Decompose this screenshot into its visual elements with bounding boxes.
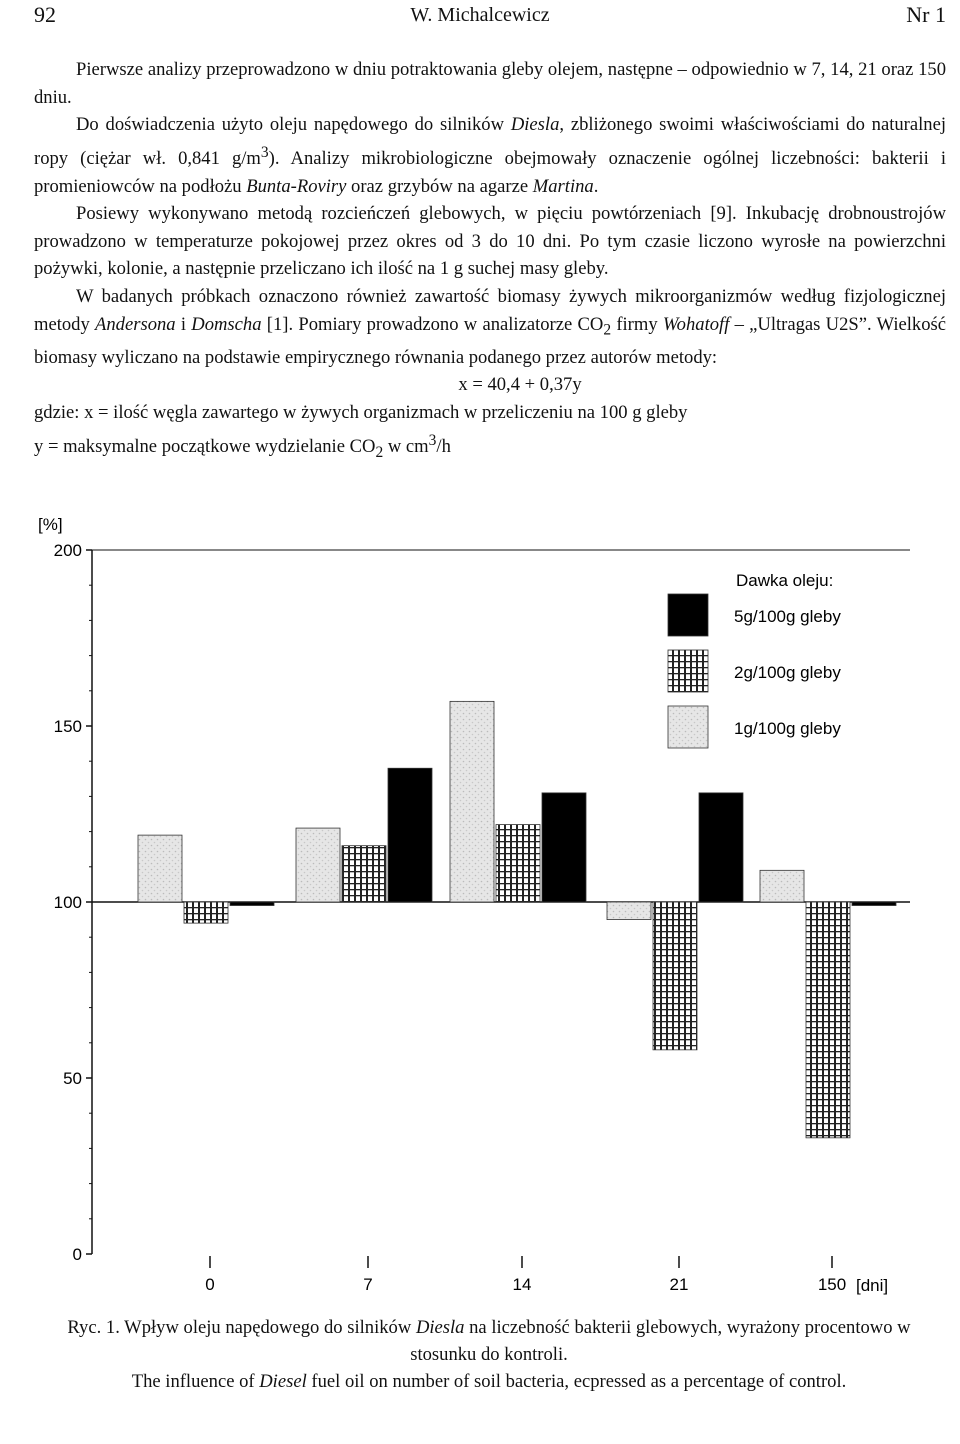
- p4-domscha: Domscha: [191, 313, 262, 335]
- p2-text-a: Do doświadczenia użyto oleju napędowego do silników: [76, 114, 511, 136]
- paragraph-4: [34, 283, 946, 372]
- y-def-a: y = maksymalne początkowe wydzielanie CO: [34, 435, 376, 457]
- page-number: 92: [34, 2, 56, 27]
- y-def-c: /h: [436, 435, 451, 457]
- p2-diesla: Diesla: [510, 114, 560, 136]
- caption-polish: [34, 1314, 944, 1368]
- y-tick-label: 100: [53, 893, 82, 912]
- p4-andersona: Andersona: [95, 313, 176, 335]
- legend-label: 1g/100g gleby: [734, 719, 841, 738]
- bar-5g: [388, 768, 432, 902]
- paragraph-1: Pierwsze analizy przeprowadzono w dniu potraktowania gleby olejem, następne – odpowiednio w 7, 14, 21 oraz 150 dniu.: [34, 59, 946, 108]
- bar-5g: [852, 902, 896, 906]
- caption-en-b: fuel oil on number of soil bacteria, ecpressed as a percentage of control.: [306, 1371, 847, 1392]
- legend-swatch: [668, 706, 708, 748]
- legend-label: 2g/100g gleby: [734, 663, 841, 682]
- bar-1g: [450, 701, 494, 902]
- running-author: W. Michalcewicz: [410, 4, 550, 26]
- p4-text-b: [1]. Pomiary prowadzono w analizatorze CO: [261, 313, 604, 335]
- y-tick-label: 50: [63, 1069, 82, 1088]
- p2-martina: Martina: [532, 175, 594, 197]
- formula-gdzie: gdzie: x = ilość węgla zawartego w żywych organizmach w przeliczeniu na 100 g gleby: [34, 402, 688, 424]
- p4-sub: 2: [603, 321, 612, 339]
- legend-label: 5g/100g gleby: [734, 607, 841, 626]
- y-def-b: w cm: [383, 435, 429, 457]
- x-tick-label: 7: [363, 1275, 373, 1294]
- p2-text-b: , zbliżonego swoimi właściwościami do naturalnej ropy (ciężar wł. 0,841 g/m: [34, 114, 947, 169]
- bar-2g: [653, 902, 697, 1050]
- caption-en-diesel: Diesel: [259, 1371, 307, 1392]
- bar-2g: [806, 902, 850, 1138]
- x-axis-unit: [dni]: [856, 1276, 889, 1295]
- caption-english: [34, 1368, 944, 1395]
- bar-5g: [699, 793, 743, 902]
- bar-2g: [342, 846, 386, 902]
- bar-1g: [296, 828, 340, 902]
- figure-caption: [34, 1314, 944, 1395]
- caption-en-a: The influence of: [131, 1371, 260, 1392]
- chart-svg: [0, 508, 960, 1308]
- page-header: [0, 2, 960, 32]
- y-tick-label: 200: [53, 541, 82, 560]
- issue-number: Nr 1: [906, 2, 946, 27]
- p2-text-c: ). Analizy mikrobiologiczne obejmowały oznaczenie ogólnej liczebności: bakterii i promieniowców na podłożu: [34, 147, 946, 197]
- x-tick-label: 150: [817, 1275, 847, 1294]
- bar-2g: [496, 825, 540, 902]
- caption-pl-b: na liczebność bakterii glebowych, wyrażony procentowo w stosunku do kontroli.: [410, 1317, 911, 1365]
- bar-chart: [0, 508, 960, 1308]
- caption-pl-a: Ryc. 1. Wpływ oleju napędowego do silników: [67, 1317, 416, 1338]
- bar-1g: [138, 835, 182, 902]
- y-axis-label: [%]: [38, 515, 63, 534]
- bar-5g: [230, 902, 274, 906]
- legend-swatch: [668, 594, 708, 636]
- caption-pl-diesla: Diesla: [415, 1317, 465, 1338]
- bar-5g: [542, 793, 586, 902]
- formula: x = 40,4 + 0,37y: [458, 374, 582, 396]
- x-tick-label: 0: [205, 1275, 215, 1294]
- y-def-sup: 3: [428, 431, 437, 449]
- formula-y-def: [34, 427, 946, 467]
- paragraph-3: Posiewy wykonywano metodą rozcieńczeń glebowych, w pięciu powtórzeniach [9]. Inkubację drobnoustrojów prowadzono w temperaturze pokojowej przez okres od 3 do 10 dni. Po tym czasie liczono wyrosłe na powierzchni pożywki, kolonie, a następnie przeliczano ich ilość na 1 g suchej masy gleby.: [34, 203, 946, 280]
- bar-2g: [184, 902, 228, 923]
- p4-wohatoff: Wohatoff: [662, 313, 730, 335]
- legend-title: Dawka oleju:: [736, 571, 834, 590]
- p2-sup: 3: [260, 143, 269, 161]
- p2-text-d: oraz grzybów na agarze: [346, 175, 533, 197]
- y-tick-label: 0: [72, 1245, 82, 1264]
- bar-1g: [760, 870, 804, 902]
- legend-swatch: [668, 650, 708, 692]
- x-tick-label: 21: [669, 1275, 689, 1294]
- y-def-sub: 2: [375, 443, 384, 461]
- p4-text-a: W badanych próbkach oznaczono również zawartość biomasy żywych mikroorganizmów według fizjologicznej metody: [34, 285, 946, 335]
- p2-text-e: .: [593, 175, 599, 197]
- y-tick-label: 150: [53, 717, 82, 736]
- p4-text-d: – „Ultragas U2S”. Wielkość biomasy wyliczano na podstawie empirycznego równania podanego przez autorów metody:: [34, 313, 946, 368]
- p2-bunta: Bunta-Roviry: [246, 175, 347, 197]
- x-tick-label: 14: [512, 1275, 532, 1294]
- p4-text-i: i: [175, 313, 192, 335]
- body-text: [34, 56, 946, 466]
- p4-text-c: firmy: [611, 313, 663, 335]
- paragraph-2: [34, 111, 946, 200]
- bar-1g: [607, 902, 651, 920]
